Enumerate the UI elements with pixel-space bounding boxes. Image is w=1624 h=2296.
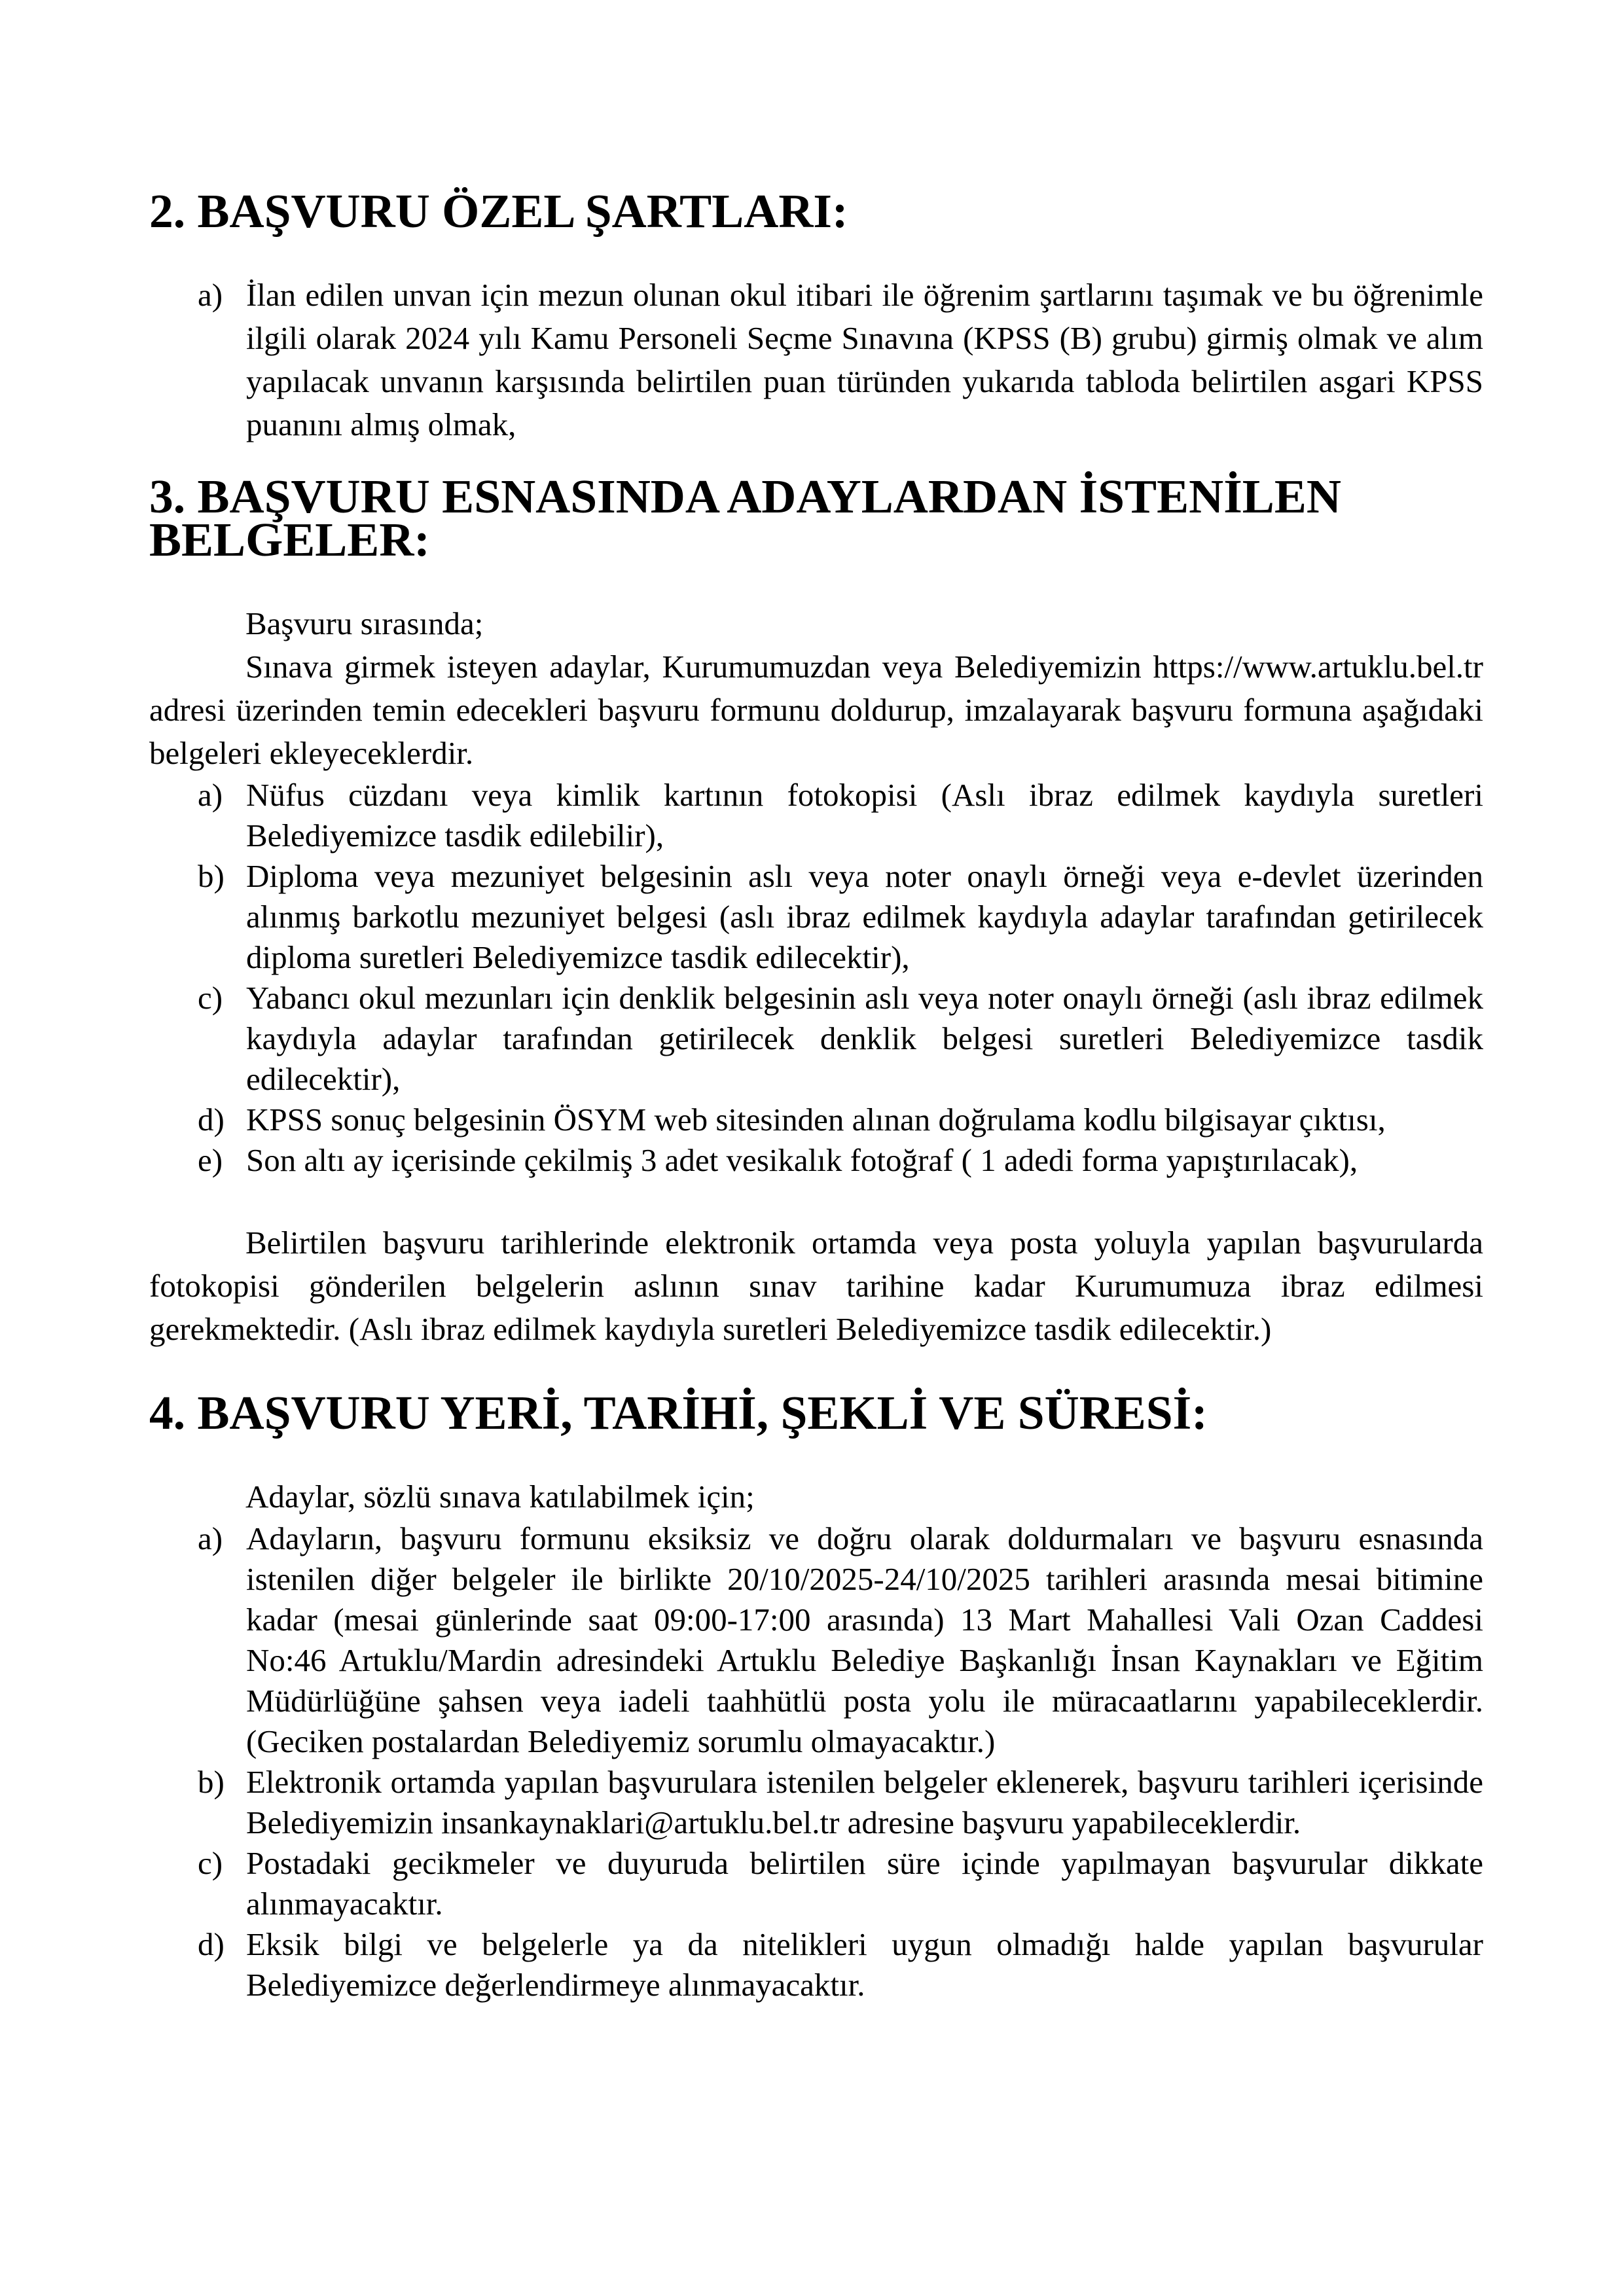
intro-paragraph: Sınava girmek isteyen adaylar, Kurumumuzdan veya Belediyemizin https://www.artuklu.bel.tr adresi üzerinden temin edecekleri başvuru formunu doldurup, imzalayarak başvuru formuna aşağıdaki belgeleri ekleyeceklerdir. (149, 649, 1483, 771)
list-item-text: Adayların, başvuru formunu eksiksiz ve doğru olarak doldurmaları ve başvuru esnasında istenilen diğer belgeler ile birlikte 20/10/2025-24/10/2025 tarihleri arasında mesai bitimine kadar (mesai günlerinde saat 09:00-17:00 arasında) 13 Mart Mahallesi Vali Ozan Caddesi No:46 Artuklu/Mardin adresindeki Artuklu Belediye Başkanlığı İnsan Kaynakları ve Eğitim Müdürlüğüne şahsen veya iadeli taahhütlü posta yolu ile müracaatlarını yapabileceklerdir. (Geciken postalardan Belediyemiz sorumlu olmayacaktır.) (246, 1520, 1483, 1759)
list-item-label: d) (198, 1926, 225, 1962)
list-item (149, 1843, 1483, 1924)
section-istenilen-belgeler (149, 470, 1483, 1351)
list-item (149, 1140, 1483, 1181)
list-item-text: İlan edilen unvan için mezun olunan okul itibari ile öğrenim şartlarını taşımak ve bu öğrenimle ilgili olarak 2024 yılı Kamu Personeli Seçme Sınavına (KPSS (B) grubu) girmiş olmak ve alım yapılacak unvanın karşısında belirtilen puan türünden yukarıda tabloda belirtilen asgari KPSS puanını almış olmak, (246, 277, 1483, 442)
list-item-text: KPSS sonuç belgesinin ÖSYM web sitesinden alınan doğrulama kodlu bilgisayar çıktısı, (246, 1102, 1386, 1138)
list-item-label: a) (198, 277, 223, 313)
list-item (149, 856, 1483, 978)
list-item-label: e) (198, 1142, 223, 1178)
list-item (149, 1518, 1483, 1762)
list-item (149, 1924, 1483, 2005)
list-item-label: a) (198, 777, 223, 813)
list-item-text: Yabancı okul mezunları için denklik belgesinin aslı veya noter onaylı örneği (aslı ibraz edilmek kaydıyla adaylar tarafından getirilecek denklik belgesi suretleri Belediyemizce tasdik edilecektir), (246, 980, 1483, 1097)
document-page (149, 185, 1483, 2005)
list-item (149, 978, 1483, 1100)
list-item-text: Eksik bilgi ve belgelerle ya da nitelikleri uygun olmadığı halde yapılan başvurular Belediyemizce değerlendirmeye alınmayacaktır. (246, 1926, 1483, 2003)
section-basvuru-ozel-sartlari (149, 185, 1483, 446)
list-item-text: Diploma veya mezuniyet belgesinin aslı veya noter onaylı örneği veya e-devlet üzerinden alınmış barkotlu mezuniyet belgesi (aslı ibraz edilmek kaydıyla adaylar tarafından getirilecek diploma suretleri Belediyemizce tasdik edilecektir), (246, 858, 1483, 975)
closing-paragraph: Belirtilen başvuru tarihlerinde elektronik ortamda veya posta yoluyla yapılan başvurularda fotokopisi gönderilen belgelerin aslının sınav tarihine kadar Kurumumuza ibraz edilmesi gerekmektedir. (Aslı ibraz edilmek kaydıyla suretleri Belediyemizce tasdik edilecektir.) (149, 1225, 1483, 1347)
documents-list (149, 775, 1483, 1181)
list-item (149, 274, 1483, 446)
list-item-text: Elektronik ortamda yapılan başvurulara istenilen belgeler eklenerek, başvuru tarihleri içerisinde Belediyemizin insankaynaklari@artuklu.bel.tr adresine başvuru yapabileceklerdir. (246, 1764, 1483, 1840)
list-item-label: b) (198, 1764, 225, 1800)
intro-line: Başvuru sırasında; (245, 605, 484, 641)
list-item-label: d) (198, 1102, 225, 1138)
list-item-label: a) (198, 1520, 223, 1556)
section-basvuru-yeri-tarihi (149, 1386, 1483, 2005)
section-heading: 4. BAŞVURU YERİ, TARİHİ, ŞEKLİ VE SÜRESİ: (149, 1386, 1208, 1439)
intro-line: Adaylar, sözlü sınava katılabilmek için; (245, 1479, 755, 1515)
list-item (149, 775, 1483, 856)
list-item-text: Postadaki gecikmeler ve duyuruda belirtilen süre içinde yapılmayan başvurular dikkate alınmayacaktır. (246, 1845, 1483, 1922)
list-item-label: c) (198, 1845, 223, 1881)
list-item (149, 1762, 1483, 1843)
list-item-text: Nüfus cüzdanı veya kimlik kartının fotokopisi (Aslı ibraz edilmek kaydıyla suretleri Belediyemizce tasdik edilebilir), (246, 777, 1483, 853)
list-item-label: b) (198, 858, 225, 894)
section-heading: 2. BAŞVURU ÖZEL ŞARTLARI: (149, 185, 848, 238)
section-heading: 3. BAŞVURU ESNASINDA ADAYLARDAN İSTENİLEN BELGELER: (149, 470, 1341, 566)
requirements-list (149, 274, 1483, 446)
list-item-label: c) (198, 980, 223, 1016)
application-rules-list (149, 1518, 1483, 2005)
list-item (149, 1100, 1483, 1140)
list-item-text: Son altı ay içerisinde çekilmiş 3 adet vesikalık fotoğraf ( 1 adedi forma yapıştırılacak), (246, 1142, 1358, 1178)
